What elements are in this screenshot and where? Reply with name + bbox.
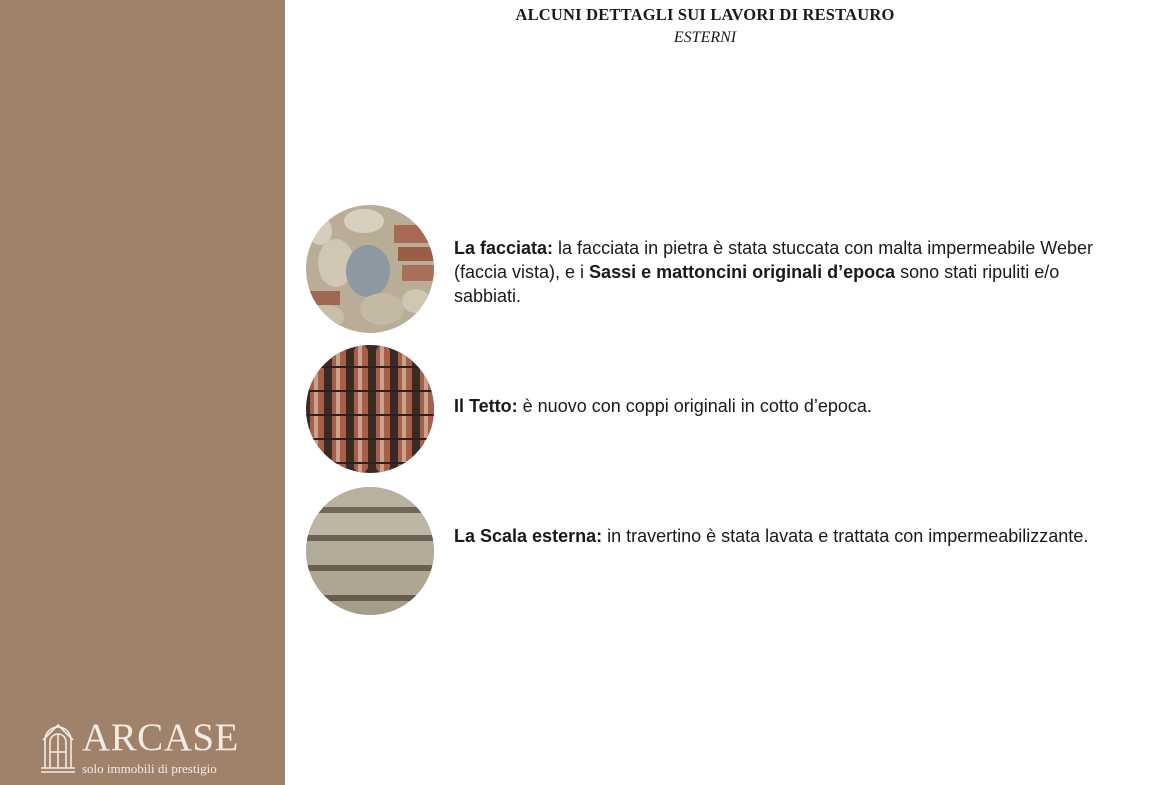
page-title: ALCUNI DETTAGLI SUI LAVORI DI RESTAURO (515, 5, 895, 24)
page-subtitle: ESTERNI (673, 29, 737, 46)
facade-description (454, 236, 1119, 308)
roof-tiles-photo (306, 345, 434, 473)
logo-name: ARCASE (82, 716, 239, 759)
stairs-label: La Scala esterna: (454, 526, 603, 546)
stairs-text: in travertino è stata lavata e trattata con impermeabilizzante. (602, 526, 1089, 546)
facade-emphasis: Sassi e mattoncini originali d’epoca (589, 262, 896, 282)
roof-label: Il Tetto: (454, 396, 518, 416)
arch-door-icon (40, 722, 76, 774)
facade-text-part1: la facciata in pietra è stata stuccata con malta impermeabile Weber (faccia vista), e i (454, 238, 1093, 282)
page-header (285, 5, 1125, 47)
facade-label: La facciata: (454, 238, 554, 258)
roof-text: è nuovo con coppi originali in cotto d’epoca. (517, 396, 872, 416)
travertine-stairs-photo (306, 487, 434, 615)
brand-sidebar (0, 0, 285, 785)
roof-description (454, 394, 1119, 418)
stone-facade-photo (306, 205, 434, 333)
facade-text-part2: sono stati ripuliti e/o sabbiati. (454, 262, 1060, 306)
arcase-logo (40, 716, 240, 780)
stairs-description (454, 524, 1119, 548)
logo-tagline: solo immobili di prestigio (82, 761, 217, 776)
